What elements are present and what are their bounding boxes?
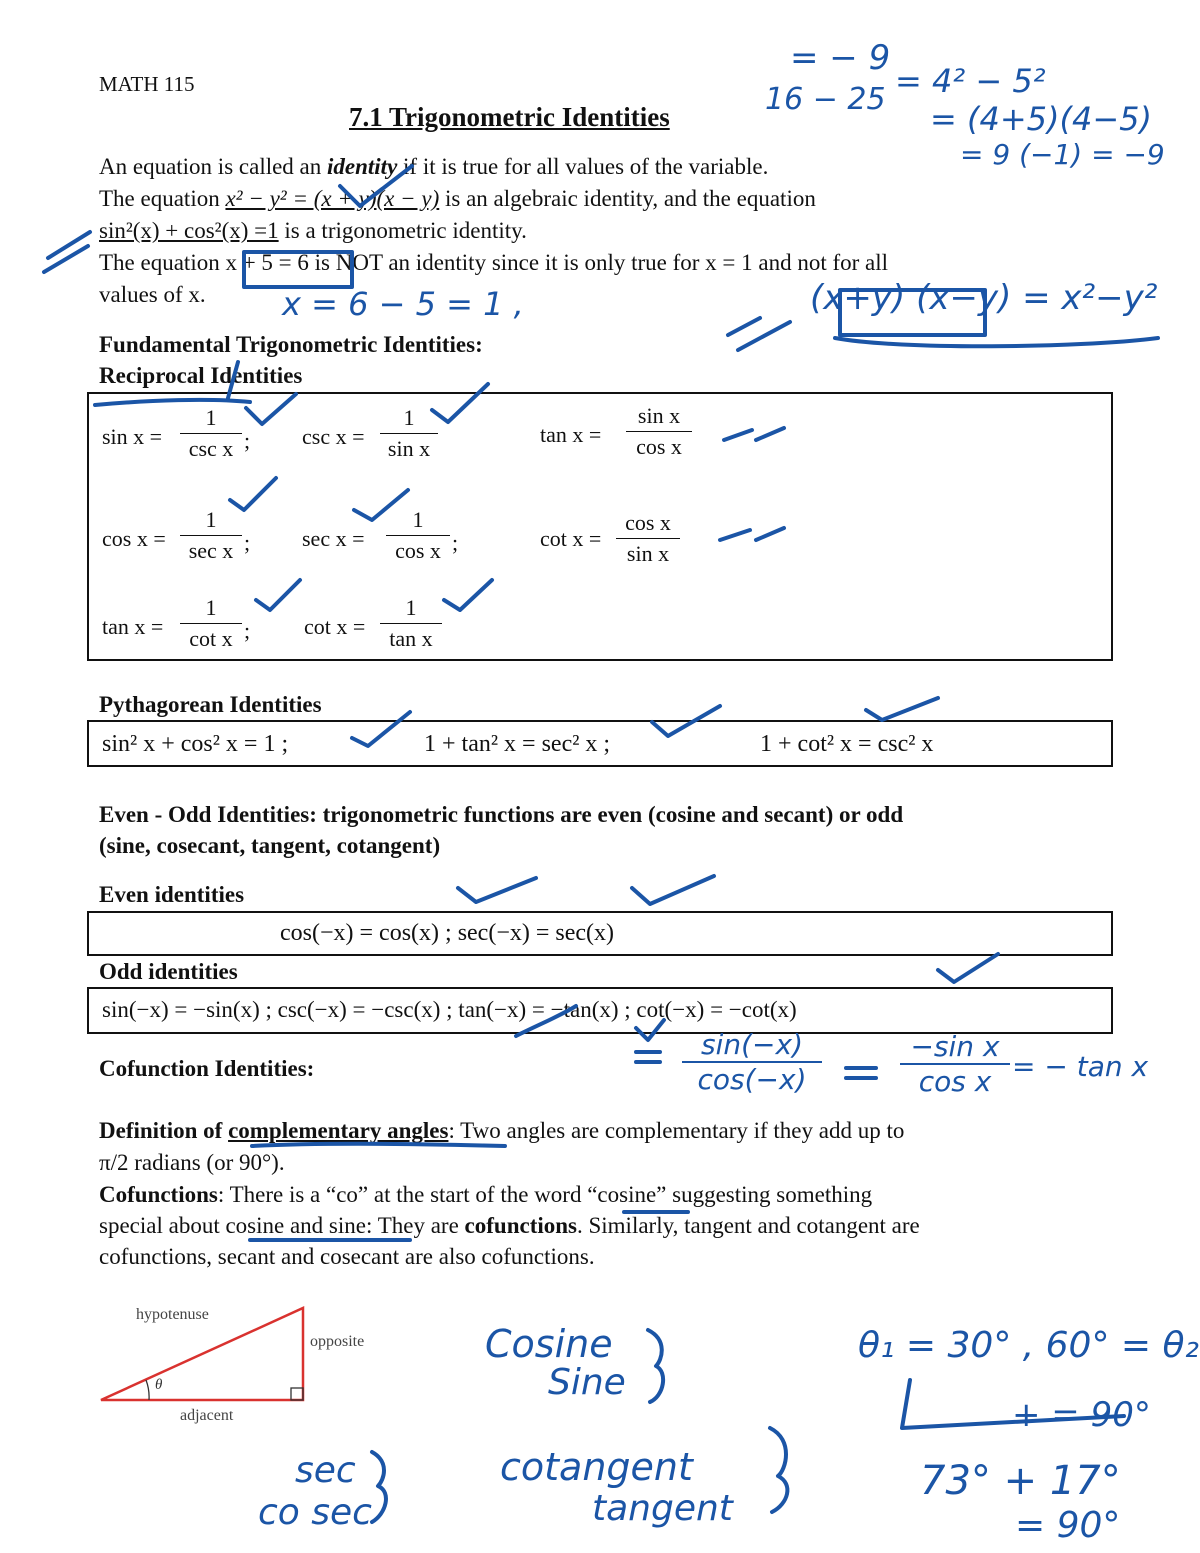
hypotenuse-label: hypotenuse xyxy=(136,1306,209,1323)
pythag-cot-csc: 1 + cot² x = csc² x xyxy=(760,731,934,757)
complementary-term: complementary angles xyxy=(228,1118,449,1143)
brace-mark xyxy=(770,1428,787,1512)
semicolon: ; xyxy=(244,618,251,643)
semicolon: ; xyxy=(452,530,459,555)
brace-mark xyxy=(372,1452,386,1522)
intro-line-4: The equation x + 5 = 6 is NOT an identity since it is only true for x = 1 and not for all xyxy=(99,250,889,275)
hw-angles: θ₁ = 30° , 60° = θ₂ xyxy=(858,1325,1199,1366)
course-code: MATH 115 xyxy=(99,72,195,96)
hw-16-25: 16 − 25 xyxy=(765,82,886,117)
check-mark xyxy=(458,878,536,902)
underline-mark xyxy=(252,1144,505,1146)
hw-factor-identity: (x+y) (x−y) = x²−y² xyxy=(810,278,1158,318)
identity-term: identity xyxy=(327,154,398,179)
double-slash-mark xyxy=(44,232,90,272)
check-mark xyxy=(938,954,998,982)
frac-sin-over-cos: $\frac{\text{sin x}}{\text{cos x}}$ xyxy=(626,403,692,460)
right-angle-mark xyxy=(291,1388,303,1400)
hw-cotangent: cotangent xyxy=(500,1445,693,1489)
cofunctions-def-3: cofunctions, secant and cosecant are also cofunctions. xyxy=(99,1244,595,1269)
cot-lhs: cot x = xyxy=(540,526,602,551)
intro-line-2: The equation x² − y² = (x + y)(x − y) is an algebraic identity, and the equation xyxy=(99,186,816,211)
tan-lhs: tan x = xyxy=(540,422,602,447)
even-heading: Even identities xyxy=(99,882,245,907)
angle-arc xyxy=(146,1380,149,1400)
cofunction-heading: Cofunction Identities: xyxy=(99,1056,315,1081)
csc-lhs: csc x = xyxy=(302,424,365,449)
hw-73-17: 73° + 17° xyxy=(920,1458,1121,1504)
hw-factored: = (4+5)(4−5) xyxy=(930,100,1152,138)
check-mark xyxy=(632,876,714,904)
intro-line-5: values of x. xyxy=(99,282,206,307)
hw-equals-90: = 90° xyxy=(1015,1505,1121,1546)
even-equation: cos(−x) = cos(x) ; sec(−x) = sec(x) xyxy=(280,920,615,946)
opposite-label: opposite xyxy=(310,1333,365,1350)
pythag-tan-sec: 1 + tan² x = sec² x ; xyxy=(424,731,611,757)
cot-lhs-2: cot x = xyxy=(304,614,366,639)
pythagorean-heading: Pythagorean Identities xyxy=(99,692,322,717)
hw-cosine: Cosine xyxy=(485,1322,613,1366)
theta-label: θ xyxy=(155,1377,163,1393)
hw-minus9: = − 9 xyxy=(790,38,891,78)
sin-lhs: sin x = xyxy=(102,424,163,449)
sec-lhs: sec x = xyxy=(302,526,365,551)
check-mark xyxy=(866,698,938,720)
equals-mark xyxy=(636,1052,660,1062)
hw-neg-tan: = − tan x xyxy=(1012,1050,1149,1083)
odd-equation: sin(−x) = −sin(x) ; csc(−x) = −csc(x) ; tan(−x) = −tan(x) ; cot(−x) = −cot(x) xyxy=(102,997,797,1022)
odd-heading: Odd identities xyxy=(99,959,238,984)
hw-sec: sec xyxy=(295,1450,356,1491)
hw-negsin-over-cos: −sin x cos x xyxy=(900,1030,1010,1098)
frac-cos-over-sin: $\frac{\text{cos x}}{\text{sin x}}$ xyxy=(616,510,680,567)
adjacent-label: adjacent xyxy=(180,1407,234,1424)
cos-lhs: cos x = xyxy=(102,526,166,551)
frac-1-over-sec: 1 sec x xyxy=(180,507,242,564)
bracket-mark xyxy=(835,338,1158,346)
frac-1-over-tan: $\frac{1}{\text{tan x}}$ xyxy=(380,595,442,652)
hw-tangent: tangent xyxy=(592,1488,733,1529)
algebraic-identity: x² − y² = (x + y)(x − y) xyxy=(225,186,440,211)
hw-sin-over-cos: sin(−x) cos(−x) xyxy=(682,1028,822,1096)
intro-line-1: An equation is called an identity if it is true for all values of the variable. xyxy=(99,154,769,179)
hw-result: = 9 (−1) = −9 xyxy=(960,138,1165,171)
equals-mark xyxy=(846,1068,876,1078)
pythag-sin-cos: sin² x + cos² x = 1 ; xyxy=(102,731,289,757)
hw-x-solution: x = 6 − 5 = 1 , xyxy=(282,285,524,323)
frac-1-over-sin: $\frac{1}{\text{sin x}}$ xyxy=(380,405,438,462)
even-odd-heading-1: Even - Odd Identities: trigonometric functions are even (cosine and secant) or odd xyxy=(99,802,904,827)
frac-1-over-csc: 1 csc x xyxy=(180,405,242,462)
semicolon: ; xyxy=(244,428,251,453)
frac-1-over-cos: $\frac{1}{\text{cos x}}$ xyxy=(386,507,450,564)
reciprocal-heading: Reciprocal Identities xyxy=(99,363,303,388)
even-odd-heading-2: (sine, cosecant, tangent, cotangent) xyxy=(99,833,441,858)
trig-identity: sin²(x) + cos²(x) =1 xyxy=(99,218,279,243)
brace-mark xyxy=(648,1330,663,1402)
cofunctions-def: Cofunctions: There is a “co” at the start of the word “cosine” suggesting something xyxy=(99,1182,873,1207)
tan-lhs-2: tan x = xyxy=(102,614,164,639)
intro-line-3: sin²(x) + cos²(x) =1 is a trigonometric identity. xyxy=(99,218,527,243)
hw-sine: Sine xyxy=(548,1362,626,1403)
hw-plus90: + = 90° xyxy=(1012,1395,1151,1435)
hw-4sq-5sq: = 4² − 5² xyxy=(895,62,1046,100)
complementary-def: Definition of complementary angles: Two angles are complementary if they add up to xyxy=(99,1118,905,1143)
cofunctions-def-2: special about cosine and sine: They are cofunctions. Similarly, tangent and cotangent are xyxy=(99,1213,920,1238)
semicolon: ; xyxy=(244,530,251,555)
page-title: 7.1 Trigonometric Identities xyxy=(349,102,670,132)
scribble-mark xyxy=(728,318,790,350)
complementary-def-2: π/2 radians (or 90°). xyxy=(99,1150,285,1175)
frac-1-over-cot: $\frac{1}{\text{cot x}}$ xyxy=(180,595,242,652)
hw-cosec: co sec xyxy=(258,1492,372,1533)
fundamental-heading: Fundamental Trigonometric Identities: xyxy=(99,332,483,357)
